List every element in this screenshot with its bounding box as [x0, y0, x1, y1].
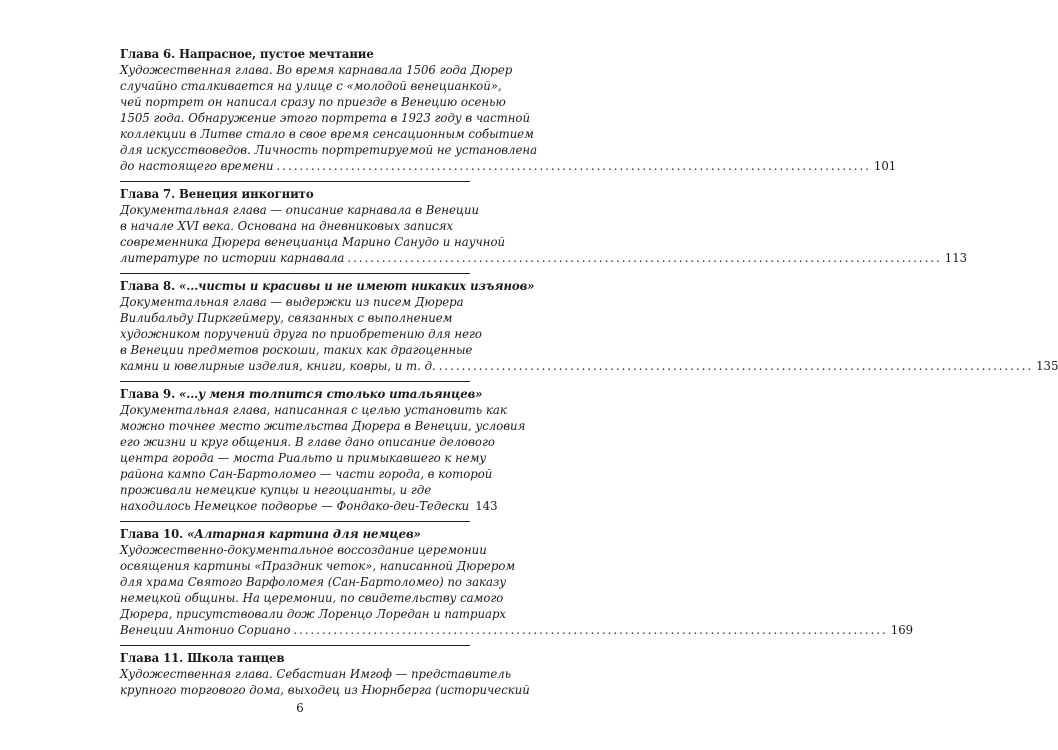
chapter-description-line: Художественно-документальное воссоздание церемонии: [120, 543, 487, 557]
page-number: 6: [296, 701, 304, 715]
chapter-leader-line: [120, 250, 968, 266]
chapter-description-line: в начале XVI века. Основана на дневниковых записях: [120, 219, 454, 233]
chapter-title: Глава 6. Напрасное, пустое мечтание: [120, 47, 374, 61]
chapter-title: Глава 8. «...чисты и красивы и не имеют никаких изъянов»: [120, 279, 535, 293]
chapter-description-line: Документальная глава, написанная с целью установить как: [120, 403, 507, 417]
dot-leader: ........................................................................................................: [347, 251, 942, 265]
chapter-page-number: 135: [1036, 359, 1058, 373]
chapter-description-line: камни и ювелирные изделия, книги, ковры, и т. д.: [120, 359, 436, 373]
chapter-description-line: художником поручений друга по приобретению для него: [120, 327, 482, 341]
chapter-title: Глава 9. «...у меня толпится столько итальянцев»: [120, 387, 483, 401]
chapter-description-line: находилось Немецкое подворье — Фондако-деи-Тедески: [120, 499, 470, 513]
chapter-description-line: Художественная глава. Себастиан Имгоф — представитель: [120, 667, 512, 681]
chapter-description-line: Дюрера, присутствовали дож Лоренцо Лоредан и патриарх: [120, 607, 507, 621]
chapter-leader-line: [120, 358, 1058, 374]
dot-leader: ........................................................................................................: [438, 359, 1034, 373]
dot-leader: ........................................................................................................: [293, 623, 888, 637]
chapter-entry: [120, 46, 897, 174]
chapter-page-number: 143: [475, 499, 498, 513]
chapter-description-line: Документальная глава — описание карнавала в Венеции: [120, 203, 480, 217]
chapter-page-number: 169: [890, 623, 914, 637]
chapter-description-line: Вилибальду Пиркгеймеру, связанных с выполнением: [120, 311, 453, 325]
chapter-description-line: современника Дюрера венецианца Марино Санудо и научной: [120, 235, 506, 249]
chapter-title: Глава 7. Венеция инкогнито: [120, 187, 314, 201]
chapter-description-line: чей портрет он написал сразу по приезде в Венецию осенью: [120, 95, 506, 109]
chapter-description-line: проживали немецкие купцы и негоцианты, и где: [120, 483, 432, 497]
chapter-description-line: для искусствоведов. Личность портретируемой не установлена: [120, 143, 538, 157]
chapter-description-line: крупного торгового дома, выходец из Нюрнберга (исторический: [120, 683, 530, 697]
chapter-description-line: для храма Святого Варфоломея (Сан-Бартоломео) по заказу: [120, 575, 507, 589]
chapter-description-line: немецкой общины. На церемонии, по свидетельству самого: [120, 591, 504, 605]
chapter-page-number: 113: [944, 251, 968, 265]
chapter-description-line: района кампо Сан-Бартоломео — части города, в которой: [120, 467, 493, 481]
table-of-contents: [120, 46, 1058, 705]
chapter-description-line: литературе по истории карнавала: [120, 251, 345, 265]
chapter-leader-line: [120, 158, 897, 174]
chapter-entry: [120, 273, 1058, 374]
chapter-leader-line: [120, 622, 914, 638]
chapter-description-line: Художественная глава. Во время карнавала 1506 года Дюрер: [120, 63, 513, 77]
chapter-description-line: можно точнее место жительства Дюрера в Венеции, условия: [120, 419, 526, 433]
chapter-entry: [120, 181, 968, 266]
chapter-description-line: коллекции в Литве стало в свое время сенсационным событием: [120, 127, 534, 141]
chapter-description-line: Венеции Антонио Сориано: [120, 623, 291, 637]
chapter-entry: [120, 521, 914, 638]
chapter-description-line: случайно сталкивается на улице с «молодой венецианкой»,: [120, 79, 502, 93]
chapter-entry: [120, 645, 530, 698]
chapter-description-line: 1505 года. Обнаружение этого портрета в 1923 году в частной: [120, 111, 530, 125]
chapter-title: Глава 10. «Алтарная картина для немцев»: [120, 527, 421, 541]
chapter-title: Глава 11. Школа танцев: [120, 651, 285, 665]
chapter-description-line: до настоящего времени: [120, 159, 274, 173]
chapter-leader-line: [120, 498, 498, 514]
chapter-page-number: 101: [873, 159, 897, 173]
chapter-entry: [120, 381, 526, 514]
chapter-description-line: в Венеции предметов роскоши, таких как драгоценные: [120, 343, 473, 357]
chapter-description-line: его жизни и круг общения. В главе дано описание делового: [120, 435, 495, 449]
dot-leader: ........................................................................................................: [276, 159, 871, 173]
chapter-description-line: освящения картины «Праздник четок», написанной Дюрером: [120, 559, 516, 573]
chapter-description-line: центра города — моста Риальто и примыкавшего к нему: [120, 451, 487, 465]
chapter-description-line: Документальная глава — выдержки из писем Дюрера: [120, 295, 464, 309]
